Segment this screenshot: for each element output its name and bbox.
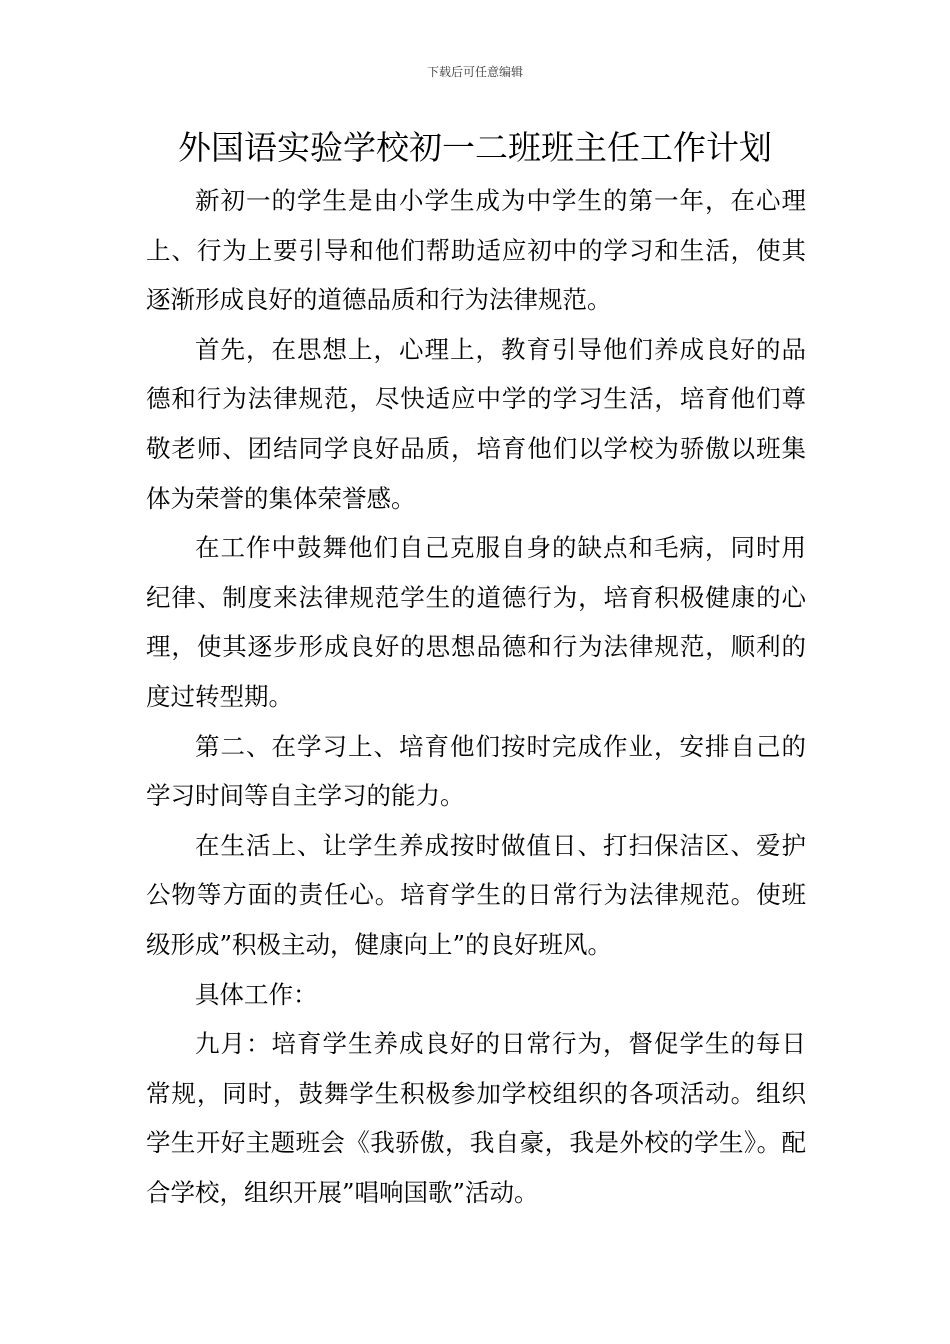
paragraph-discipline: 在工作中鼓舞他们自己克服自身的缺点和毛病，同时用纪律、制度来法律规范学生的道德行为，培育积极健康的心理，使其逐步形成良好的思想品德和行为法律规范，顺利的度过转型期。 (146, 533, 806, 711)
paragraph-life: 在生活上、让学生养成按时做值日、打扫保洁区、爱护公物等方面的责任心。培育学生的日常行为法律规范。使班级形成”积极主动，健康向上”的良好班风。 (146, 830, 806, 959)
paragraph-thought: 首先，在思想上，心理上，教育引导他们养成良好的品德和行为法律规范，尽快适应中学的学习生活，培育他们尊敬老师、团结同学良好品质，培育他们以学校为骄傲以班集体为荣誉的集体荣誉感。 (146, 334, 806, 513)
paragraph-specific-work-label: 具体工作： (195, 979, 318, 1009)
paragraph-intro: 新初一的学生是由小学生成为中学生的第一年，在心理上、行为上要引导和他们帮助适应初中的学习和生活，使其逐渐形成良好的道德品质和行为法律规范。 (146, 186, 806, 315)
document-body (146, 176, 806, 1217)
document-title: 外国语实验学校初一二班班主任工作计划 (178, 128, 772, 167)
paragraph-study: 第二、在学习上、培育他们按时完成作业，安排自己的学习时间等自主学习的能力。 (146, 731, 806, 811)
paragraph-september: 九月：培育学生养成良好的日常行为，督促学生的每日常规，同时，鼓舞学生积极参加学校组织的各项活动。组织学生开好主题班会《我骄傲，我自豪，我是外校的学生》。配合学校，组织开展”唱响国歌”活动。 (146, 1029, 806, 1207)
header-note: 下载后可任意编辑 (426, 65, 523, 79)
